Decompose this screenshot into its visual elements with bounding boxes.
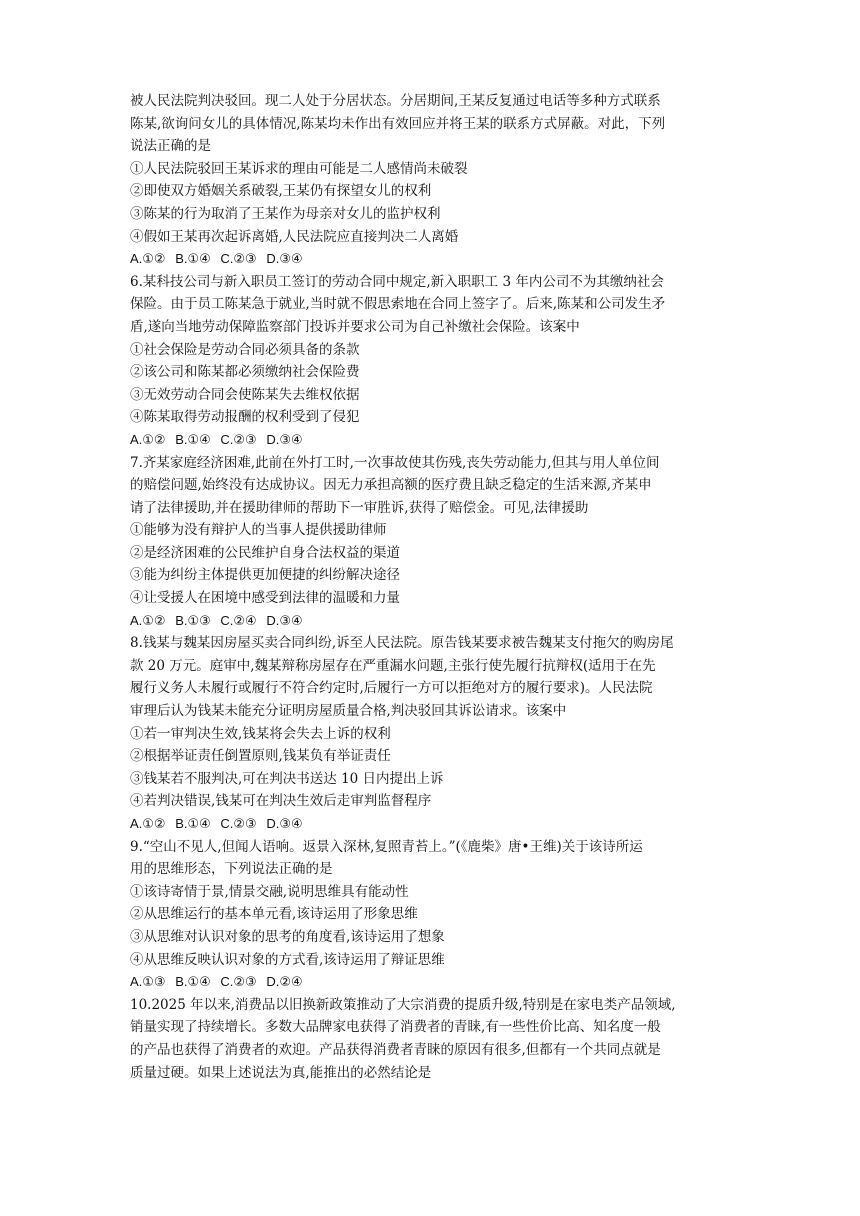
text-line: 6.某科技公司与新入职员工签订的劳动合同中规定,新入职职工 3 年内公司不为其缴纳社会	[130, 273, 664, 290]
text-line: 10.2025 年以来,消费品以旧换新政策推动了大宗消费的提质升级,特别是在家电类产品领域,	[130, 996, 676, 1013]
text-line: 陈某,欲询问女儿的具体情况,陈某均未作出有效回应并将王某的联系方式屏蔽。对此，下列	[130, 115, 666, 132]
text-line: 的产品也获得了消费者的欢迎。产品获得消费者青睐的原因有很多,但都有一个共同点就是	[130, 1041, 661, 1058]
text-line: 保险。由于员工陈某急于就业,当时就不假思索地在合同上签字了。后来,陈某和公司发生矛	[130, 296, 666, 313]
answer-options-line: A.①③ B.①④ C.②③ D.②④	[130, 974, 303, 990]
text-line: ③钱某若不服判决,可在判决书送达 10 日内提出上诉	[130, 770, 444, 787]
text-line: 说法正确的是	[130, 138, 211, 155]
text-line: ①该诗寄情于景,情景交融,说明思维具有能动性	[130, 883, 409, 900]
text-line: 履行义务人未履行或履行不符合约定时,后履行一方可以拒绝对方的履行要求)。人民法院	[130, 680, 653, 697]
text-line: 7.齐某家庭经济困难,此前在外打工时,一次事故使其伤残,丧失劳动能力,但其与用人单位间	[130, 454, 660, 471]
text-line: ①能够为没有辩护人的当事人提供援助律师	[130, 522, 387, 539]
text-line: 销量实现了持续增长。多数大品牌家电获得了消费者的青睐,有一些性价比高、知名度一般	[130, 1019, 661, 1036]
text-line: 质量过硬。如果上述说法为真,能推出的必然结论是	[130, 1064, 432, 1081]
text-line: 9.“空山不见人,但闻人语响。返景入深林,复照青苔上。”(《鹿柴》唐•王维)关于该诗所运	[130, 838, 643, 855]
text-line: ①若一审判决生效,钱某将会失去上诉的权利	[130, 725, 391, 742]
text-line: ④陈某取得劳动报酬的权利受到了侵犯	[130, 409, 360, 426]
text-line: ④让受援人在困境中感受到法律的温暖和力量	[130, 590, 400, 607]
text-line: ④若判决错误,钱某可在判决生效后走审判监督程序	[130, 793, 432, 810]
text-line: ③从思维对认识对象的思考的角度看,该诗运用了想象	[130, 928, 445, 945]
text-line: ④从思维反映认识对象的方式看,该诗运用了辩证思维	[130, 951, 445, 968]
text-line: 款 20 万元。庭审中,魏某辩称房屋存在严重漏水问题,主张行使先履行抗辩权(适用于在先	[130, 657, 656, 674]
answer-options-line: A.①② B.①④ C.②③ D.③④	[130, 251, 303, 267]
answer-options-line: A.①② B.①④ C.②③ D.③④	[130, 816, 303, 831]
text-line: ③能为纠纷主体提供更加便捷的纠纷解决途径	[130, 567, 400, 584]
text-line: 用的思维形态，下列说法正确的是	[130, 861, 333, 878]
text-line: 被人民法院判决驳回。现二人处于分居状态。分居期间,王某反复通过电话等多种方式联系	[130, 93, 661, 109]
text-line: ①人民法院驳回王某诉求的理由可能是二人感情尚未破裂	[130, 160, 468, 177]
document-page	[130, 90, 740, 1084]
text-line: ②从思维运行的基本单元看,该诗运用了形象思维	[130, 906, 418, 923]
text-line: ②根据举证责任倒置原则,钱某负有举证责任	[130, 748, 391, 765]
text-line: ③无效劳动合同会使陈某失去维权依据	[130, 386, 360, 403]
answer-options-line: A.①② B.①④ C.②③ D.③④	[130, 431, 303, 447]
text-line: 审理后认为钱某未能充分证明房屋质量合格,判决驳回其诉讼请求。该案中	[130, 703, 567, 720]
text-line: ④假如王某再次起诉离婚,人民法院应直接判决二人离婚	[130, 228, 459, 245]
text-line: ③陈某的行为取消了王某作为母亲对女儿的监护权利	[130, 205, 441, 222]
text-line: 请了法律援助,并在援助律师的帮助下一审胜诉,获得了赔偿金。可见,法律援助	[130, 499, 589, 516]
text-line: ②该公司和陈某都必须缴纳社会保险费	[130, 364, 360, 381]
text-line: 的赔偿问题,始终没有达成协议。因无力承担高额的医疗费且缺乏稳定的生活来源,齐某申	[130, 477, 652, 494]
text-line: 盾,遂向当地劳动保障监察部门投诉并要求公司为自己补缴社会保险。该案中	[130, 318, 580, 335]
text-line: ②即使双方婚姻关系破裂,王某仍有探望女儿的权利	[130, 183, 432, 200]
answer-options-line: A.①② B.①③ C.②④ D.③④	[130, 612, 303, 628]
text-line: ②是经济困难的公民维护自身合法权益的渠道	[130, 544, 400, 561]
text-line: ①社会保险是劳动合同必须具备的条款	[130, 341, 360, 358]
text-line: 8.钱某与魏某因房屋买卖合同纠纷,诉至人民法院。原告钱某要求被告魏某支付拖欠的购房尾	[130, 635, 674, 652]
